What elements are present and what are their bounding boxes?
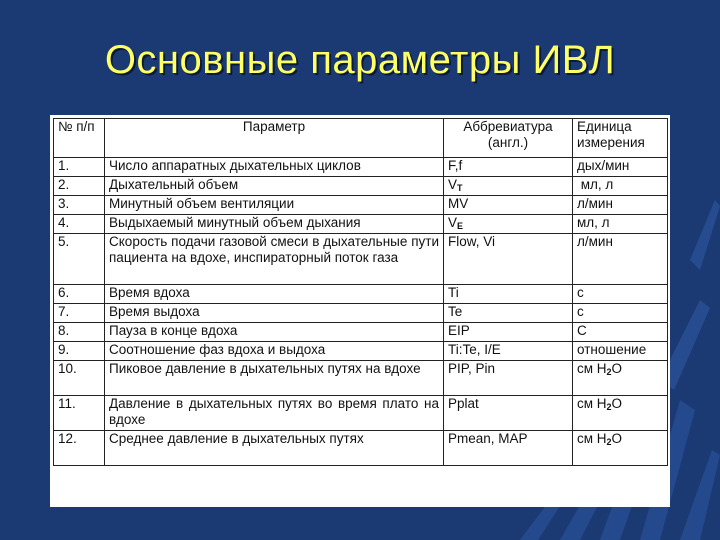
abbr-subscript: T bbox=[457, 183, 463, 193]
cell-param: Давление в дыхательных путях во время плато на вдохе bbox=[105, 396, 444, 431]
cell-param: Скорость подачи газовой смеси в дыхательные пути пациента на вдохе, инспираторный поток газа bbox=[105, 234, 444, 285]
cell-unit: с bbox=[573, 304, 668, 323]
cell-abbr: EIP bbox=[444, 323, 573, 342]
cell-unit bbox=[573, 361, 668, 396]
cell-num: 3. bbox=[54, 196, 105, 215]
unit-main: см H bbox=[577, 396, 607, 411]
table-row bbox=[54, 361, 668, 396]
cell-abbr bbox=[444, 215, 573, 234]
table-row bbox=[54, 304, 668, 323]
cell-num: 12. bbox=[54, 431, 105, 466]
header-abbr: Аббревиатура (англ.) bbox=[444, 119, 573, 158]
cell-unit: мл, л bbox=[573, 177, 668, 196]
table-row bbox=[54, 215, 668, 234]
cell-abbr: Flow, Vi bbox=[444, 234, 573, 285]
cell-param: Время вдоха bbox=[105, 285, 444, 304]
unit-tail: O bbox=[611, 396, 623, 411]
unit-subscript: 2 bbox=[606, 402, 612, 412]
cell-num: 6. bbox=[54, 285, 105, 304]
header-num: № п/п bbox=[54, 119, 105, 158]
cell-param: Дыхательный объем bbox=[105, 177, 444, 196]
cell-abbr: Pmean, MAP bbox=[444, 431, 573, 466]
cell-num: 4. bbox=[54, 215, 105, 234]
table-row bbox=[54, 177, 668, 196]
cell-unit: отношение bbox=[573, 342, 668, 361]
parameters-table bbox=[53, 118, 668, 466]
table-header-row bbox=[54, 119, 668, 158]
header-param: Параметр bbox=[105, 119, 444, 158]
table-row bbox=[54, 396, 668, 431]
cell-abbr: MV bbox=[444, 196, 573, 215]
cell-abbr: Ti bbox=[444, 285, 573, 304]
cell-unit bbox=[573, 396, 668, 431]
cell-abbr: F,f bbox=[444, 158, 573, 177]
cell-param: Число аппаратных дыхательных циклов bbox=[105, 158, 444, 177]
table-row bbox=[54, 342, 668, 361]
cell-unit: л/мин bbox=[573, 196, 668, 215]
cell-num: 9. bbox=[54, 342, 105, 361]
cell-param: Минутный объем вентиляции bbox=[105, 196, 444, 215]
cell-abbr: Te bbox=[444, 304, 573, 323]
table-row bbox=[54, 431, 668, 466]
cell-param: Время выдоха bbox=[105, 304, 444, 323]
cell-param: Выдыхаемый минутный объем дыхания bbox=[105, 215, 444, 234]
cell-num: 11. bbox=[54, 396, 105, 431]
slide-title: Основные параметры ИВЛ bbox=[104, 38, 616, 82]
unit-main: см H bbox=[577, 431, 607, 446]
unit-main: см H bbox=[577, 361, 607, 376]
cell-num: 7. bbox=[54, 304, 105, 323]
cell-unit: дых/мин bbox=[573, 158, 668, 177]
table-row bbox=[54, 323, 668, 342]
cell-abbr: Pplat bbox=[444, 396, 573, 431]
abbr-subscript: E bbox=[457, 221, 464, 231]
cell-unit bbox=[573, 431, 668, 466]
cell-param: Пиковое давление в дыхательных путях на вдохе bbox=[105, 361, 444, 396]
cell-num: 10. bbox=[54, 361, 105, 396]
abbr-main: V bbox=[448, 177, 458, 192]
table-row bbox=[54, 158, 668, 177]
cell-unit: с bbox=[573, 285, 668, 304]
cell-unit: С bbox=[573, 323, 668, 342]
cell-unit: мл, л bbox=[573, 215, 668, 234]
cell-num: 8. bbox=[54, 323, 105, 342]
cell-num: 2. bbox=[54, 177, 105, 196]
parameters-table-sheet bbox=[50, 115, 670, 507]
cell-unit: л/мин bbox=[573, 234, 668, 285]
unit-tail: O bbox=[611, 361, 623, 376]
unit-subscript: 2 bbox=[606, 437, 612, 447]
cell-param: Среднее давление в дыхательных путях bbox=[105, 431, 444, 466]
unit-tail: O bbox=[611, 431, 623, 446]
table-row bbox=[54, 234, 668, 285]
abbr-main: V bbox=[448, 215, 458, 230]
header-unit: Единица измерения bbox=[573, 119, 668, 158]
table-row bbox=[54, 196, 668, 215]
cell-num: 1. bbox=[54, 158, 105, 177]
cell-num: 5. bbox=[54, 234, 105, 285]
cell-abbr bbox=[444, 177, 573, 196]
unit-subscript: 2 bbox=[606, 367, 612, 377]
cell-param: Соотношение фаз вдоха и выдоха bbox=[105, 342, 444, 361]
table-row bbox=[54, 285, 668, 304]
cell-param: Пауза в конце вдоха bbox=[105, 323, 444, 342]
cell-abbr: Ti:Te, I/E bbox=[444, 342, 573, 361]
cell-abbr: PIP, Pin bbox=[444, 361, 573, 396]
